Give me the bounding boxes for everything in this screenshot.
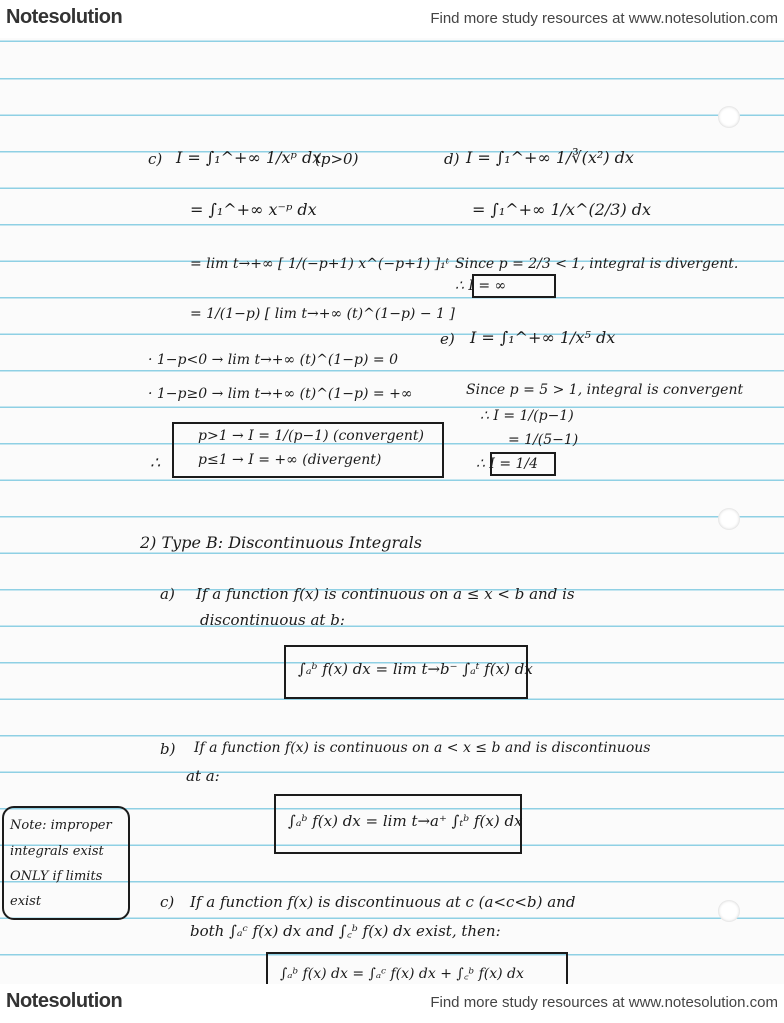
conclusion-mark: ∴ <box>150 453 161 472</box>
type-b-a-label: a) <box>160 585 175 603</box>
side-note-line4: exist <box>10 894 42 909</box>
part-c-line2: = ∫₁^+∞ x⁻ᵖ dx <box>190 200 317 219</box>
conclusion-convergent: p>1 → I = 1/(p−1) (convergent) <box>198 428 424 444</box>
part-d-result: ∴ I = ∞ <box>455 278 507 294</box>
notesolution-logo[interactable]: Notesolution <box>6 6 123 28</box>
notesolution-logo[interactable]: Notesolution <box>6 990 123 1012</box>
part-d-result-box <box>472 274 556 298</box>
part-e-line1: I = ∫₁^+∞ 1/x⁵ dx <box>470 328 616 347</box>
part-e-result-box <box>490 452 556 476</box>
type-b-heading: 2) Type B: Discontinuous Integrals <box>140 533 422 552</box>
binder-hole <box>718 106 740 128</box>
type-b-a-formula: ∫ₐᵇ f(x) dx = lim t→b⁻ ∫ₐᵗ f(x) dx <box>298 660 533 678</box>
part-e-line3: = 1/(5−1) <box>508 432 579 448</box>
binder-hole <box>718 508 740 530</box>
type-b-c-text1: If a function f(x) is discontinuous at c (a<c<b) and <box>190 893 576 911</box>
type-b-a-text2: discontinuous at b: <box>200 611 345 629</box>
conclusion-divergent: p≤1 → I = +∞ (divergent) <box>198 452 382 468</box>
page-footer <box>0 984 784 1023</box>
promo-link[interactable]: Find more study resources at www.notesolution.com <box>430 10 778 27</box>
type-b-c-text2: both ∫ₐᶜ f(x) dx and ∫꜀ᵇ f(x) dx exist, then: <box>190 922 501 940</box>
part-c-case2: · 1−p≥0 → lim t→+∞ (t)^(1−p) = +∞ <box>148 386 413 402</box>
side-note-line3: ONLY if limits <box>10 869 103 884</box>
part-c-condition: (p>0) <box>315 150 359 168</box>
part-e-line2: ∴ I = 1/(p−1) <box>480 408 574 424</box>
type-b-b-label: b) <box>160 740 176 758</box>
part-d-since: Since p = 2/3 < 1, integral is divergent. <box>455 256 739 272</box>
part-e-label: e) <box>440 330 455 348</box>
type-b-c-formula: ∫ₐᵇ f(x) dx = ∫ₐᶜ f(x) dx + ∫꜀ᵇ f(x) dx <box>280 966 524 982</box>
part-d-line2: = ∫₁^+∞ 1/x^(2/3) dx <box>472 200 652 219</box>
part-c-case1: · 1−p<0 → lim t→+∞ (t)^(1−p) = 0 <box>148 352 398 368</box>
part-c-label: c) <box>148 150 163 168</box>
type-b-a-text1: If a function f(x) is continuous on a ≤ x < b and is <box>196 585 575 603</box>
side-note <box>2 806 130 920</box>
page-header <box>0 0 784 38</box>
side-note-line2: integrals exist <box>10 844 104 859</box>
binder-hole <box>718 900 740 922</box>
part-e-since: Since p = 5 > 1, integral is convergent <box>466 382 744 398</box>
side-note-line1: Note: improper <box>10 818 112 833</box>
promo-link[interactable]: Find more study resources at www.notesolution.com <box>430 994 778 1011</box>
type-b-b-text1: If a function f(x) is continuous on a < x ≤ b and is discontinuous <box>194 740 651 756</box>
part-c-line1: I = ∫₁^+∞ 1/xᵖ dx <box>176 148 322 167</box>
type-b-c-label: c) <box>160 893 175 911</box>
part-e-result: ∴ I = 1/4 <box>476 456 539 472</box>
part-c-line3: = lim t→+∞ [ 1/(−p+1) x^(−p+1) ]₁ᵗ <box>190 256 450 272</box>
part-c-line4: = 1/(1−p) [ lim t→+∞ (t)^(1−p) − 1 ] <box>190 306 455 322</box>
type-b-b-formula: ∫ₐᵇ f(x) dx = lim t→a⁺ ∫ₜᵇ f(x) dx <box>288 812 523 830</box>
type-b-b-text2: at a: <box>186 767 220 785</box>
part-d-line1: I = ∫₁^+∞ 1/∛(x²) dx <box>466 148 634 167</box>
part-d-label: d) <box>444 150 460 168</box>
